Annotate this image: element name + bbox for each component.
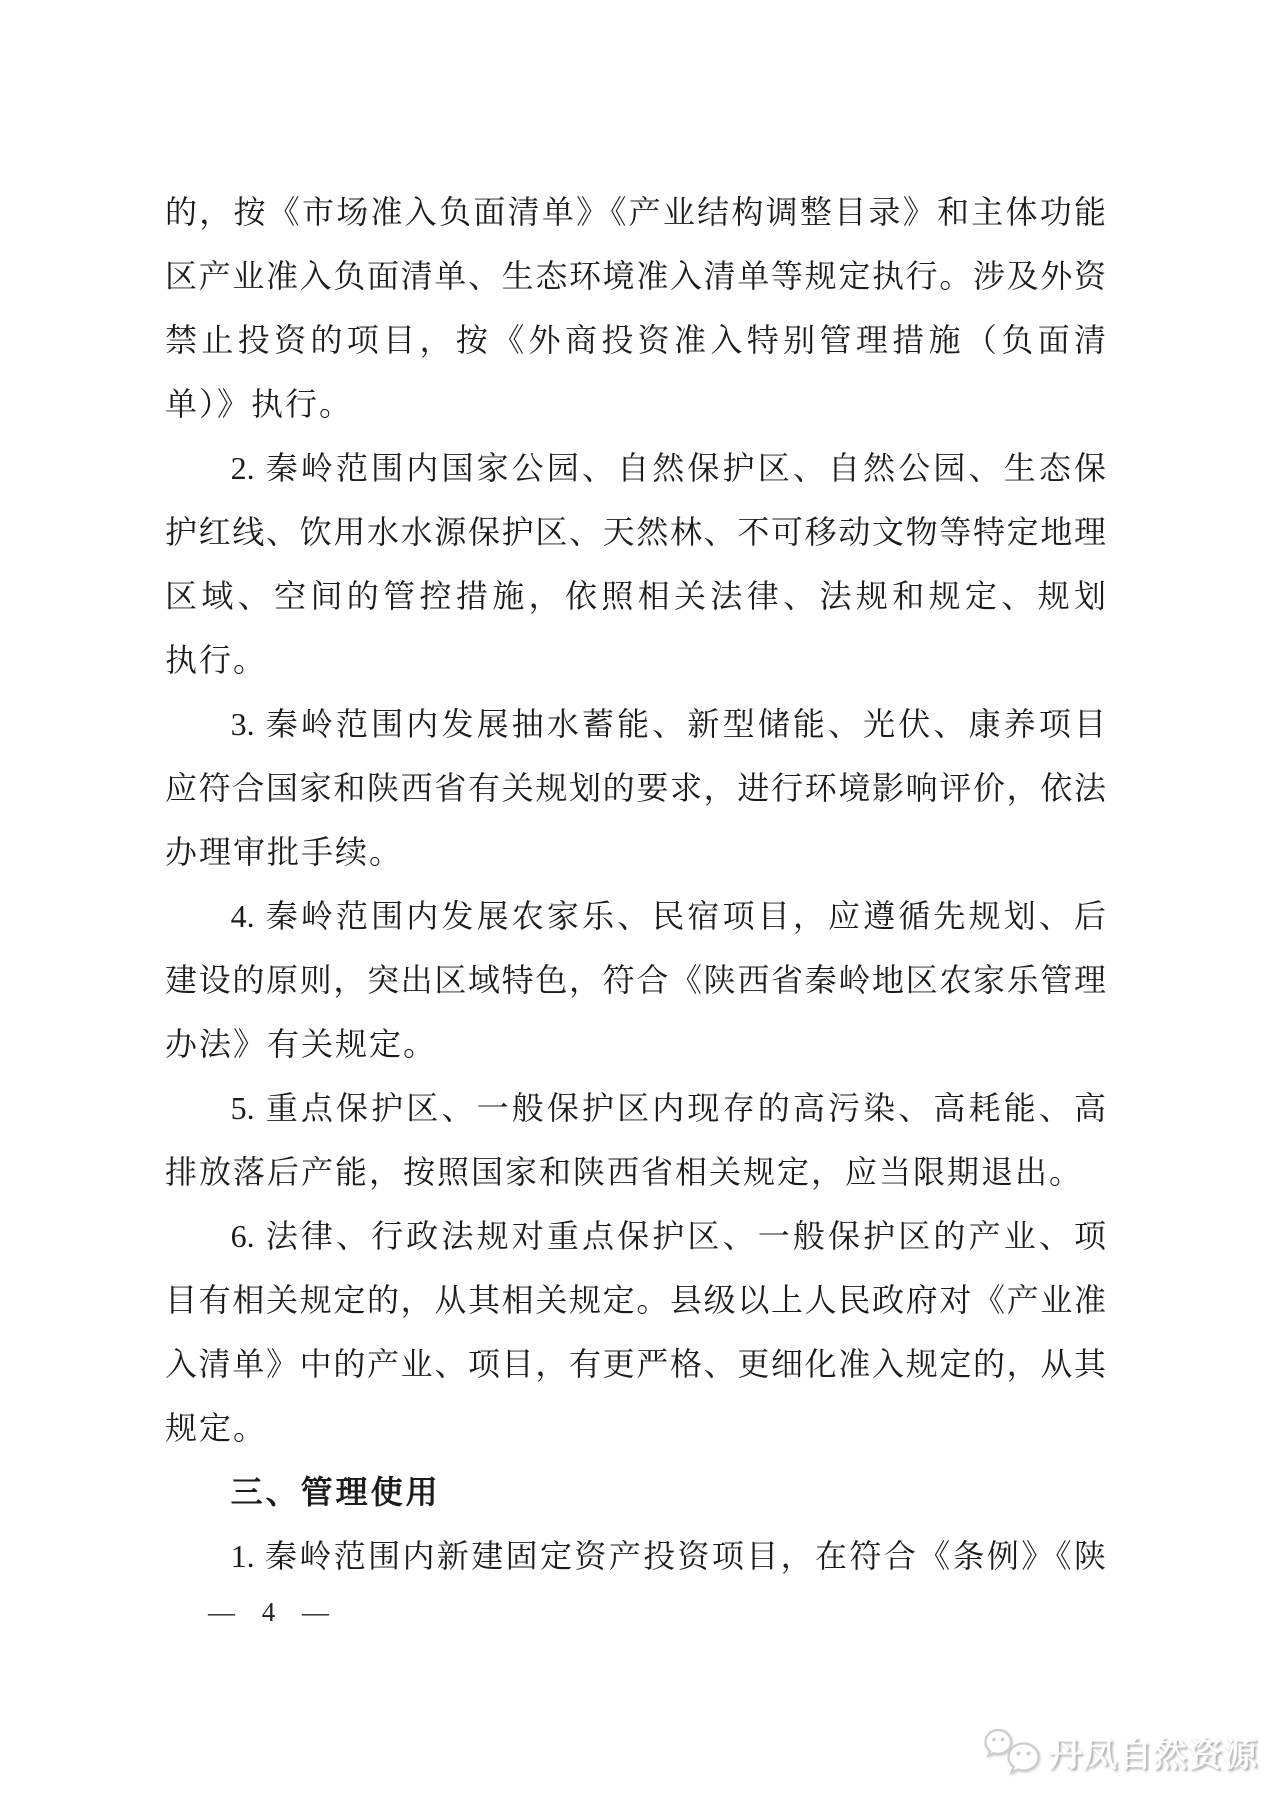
text-line: 建设的原则，突出区域特色，符合《陕西省秦岭地区农家乐管理 bbox=[165, 962, 1106, 998]
document-body bbox=[165, 180, 1106, 1588]
text-line: 办法》有关规定。 bbox=[165, 1026, 438, 1062]
text-line: 目有相关规定的，从其相关规定。县级以上人民政府对《产业准 bbox=[165, 1282, 1106, 1318]
text-line: 单）》执行。 bbox=[165, 386, 354, 422]
text-line: 区产业准入负面清单、生态环境准入清单等规定执行。涉及外资 bbox=[165, 258, 1106, 294]
text-line: 禁止投资的项目，按《外商投资准入特别管理措施（负面清 bbox=[165, 322, 1106, 358]
page-number: — 4 — bbox=[208, 1597, 335, 1627]
text-line: 入清单》中的产业、项目，有更严格、更细化准入规定的，从其 bbox=[165, 1346, 1106, 1382]
text-line: 2. 秦岭范围内国家公园、自然保护区、自然公园、生态保 bbox=[230, 450, 1106, 486]
section-heading: 三、管理使用 bbox=[230, 1474, 441, 1510]
text-line: 排放落后产能，按照国家和陕西省相关规定，应当限期退出。 bbox=[165, 1154, 1084, 1190]
text-line: 4. 秦岭范围内发展农家乐、民宿项目，应遵循先规划、后 bbox=[230, 898, 1106, 934]
text-line: 执行。 bbox=[165, 642, 268, 678]
wechat-icon bbox=[984, 1729, 1040, 1775]
text-line: 的，按《市场准入负面清单》《产业结构调整目录》和主体功能 bbox=[165, 194, 1106, 230]
text-line: 区域、空间的管控措施，依照相关法律、法规和规定、规划 bbox=[165, 578, 1106, 614]
text-line: 6. 法律、行政法规对重点保护区、一般保护区的产业、项 bbox=[230, 1218, 1106, 1254]
text-line: 3. 秦岭范围内发展抽水蓄能、新型储能、光伏、康养项目 bbox=[230, 706, 1106, 742]
text-line: 护红线、饮用水水源保护区、天然林、不可移动文物等特定地理 bbox=[165, 514, 1106, 550]
text-line: 应符合国家和陕西省有关规划的要求，进行环境影响评价，依法 bbox=[165, 770, 1106, 806]
watermark-text: 丹凤自然资源 bbox=[1048, 1736, 1258, 1774]
text-line: 1. 秦岭范围内新建固定资产投资项目，在符合《条例》《陕 bbox=[230, 1538, 1106, 1574]
text-line: 5. 重点保护区、一般保护区内现存的高污染、高耗能、高 bbox=[230, 1090, 1106, 1126]
text-line: 办理审批手续。 bbox=[165, 834, 404, 870]
text-line: 规定。 bbox=[165, 1410, 268, 1446]
watermark bbox=[984, 1727, 1258, 1776]
